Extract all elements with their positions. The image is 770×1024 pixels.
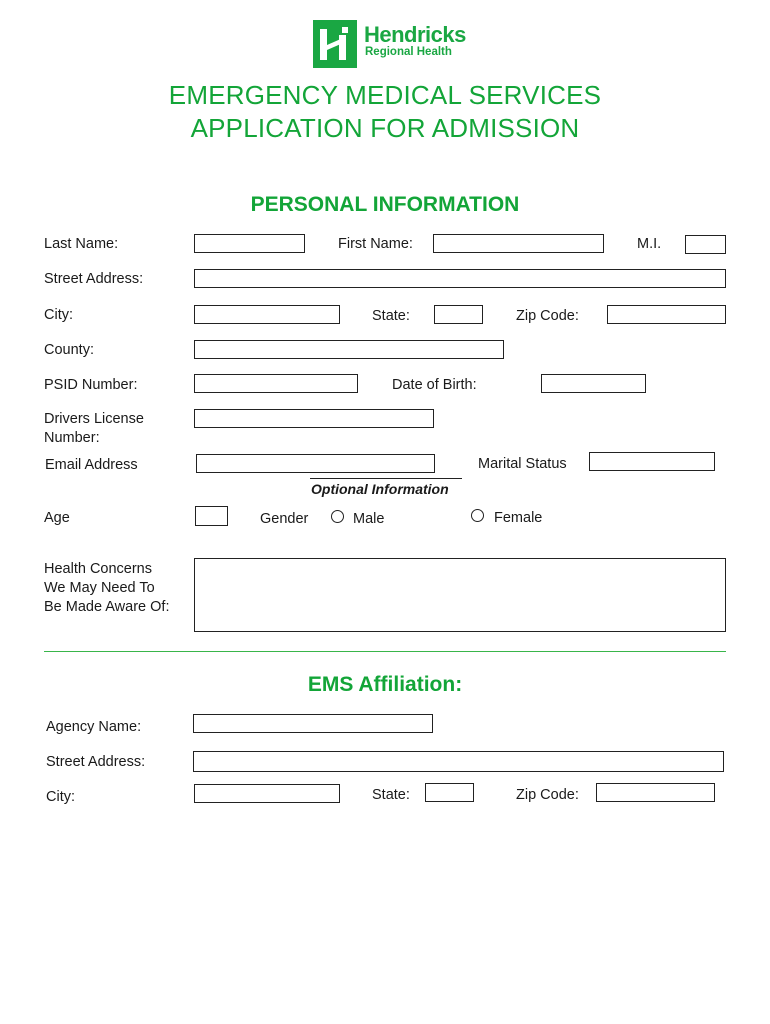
gender-female-radio[interactable] (471, 509, 484, 522)
section-divider (44, 651, 726, 652)
marital-status-label: Marital Status (478, 456, 567, 472)
age-label: Age (44, 510, 70, 526)
agency-name-input[interactable] (193, 714, 433, 733)
male-label: Male (353, 511, 385, 527)
mi-input[interactable] (685, 235, 726, 254)
last-name-label: Last Name: (44, 236, 119, 252)
logo-subtitle: Regional Health (365, 46, 452, 58)
ems-state-label: State: (372, 787, 410, 803)
email-input[interactable] (196, 454, 435, 473)
ems-street-address-input[interactable] (193, 751, 724, 772)
health-concerns-label: Health Concerns We May Need To Be Made Aware Of: (44, 561, 170, 615)
city-label: City: (44, 307, 73, 323)
health-concerns-textarea[interactable] (194, 558, 726, 632)
gender-label: Gender (260, 511, 309, 527)
county-label: County: (44, 342, 94, 358)
ems-affiliation-heading: EMS Affiliation: (307, 673, 463, 696)
zip-label: Zip Code: (516, 308, 579, 324)
psid-input[interactable] (194, 374, 358, 393)
page-title-line2: APPLICATION FOR ADMISSION (190, 113, 580, 143)
state-input[interactable] (434, 305, 483, 324)
marital-status-input[interactable] (589, 452, 715, 471)
psid-label: PSID Number: (44, 377, 138, 393)
gender-male-radio[interactable] (331, 510, 344, 523)
first-name-label: First Name: (338, 236, 413, 252)
ems-state-input[interactable] (425, 783, 474, 802)
ems-city-label: City: (46, 789, 75, 805)
county-input[interactable] (194, 340, 504, 359)
age-input[interactable] (195, 506, 228, 526)
logo-name: Hendricks (364, 22, 466, 47)
page-title-line1: EMERGENCY MEDICAL SERVICES (168, 80, 602, 110)
dob-input[interactable] (541, 374, 646, 393)
personal-info-heading: PERSONAL INFORMATION (250, 193, 520, 216)
street-address-label: Street Address: (44, 271, 144, 287)
dob-label: Date of Birth: (392, 377, 477, 393)
female-label: Female (494, 510, 543, 526)
state-label: State: (372, 308, 410, 324)
ems-street-address-label: Street Address: (46, 754, 146, 770)
agency-name-label: Agency Name: (46, 719, 142, 735)
drivers-license-input[interactable] (194, 409, 434, 428)
ems-zip-input[interactable] (596, 783, 715, 802)
city-input[interactable] (194, 305, 340, 324)
last-name-input[interactable] (194, 234, 305, 253)
optional-information-label: Optional Information (311, 481, 449, 497)
ems-city-input[interactable] (194, 784, 340, 803)
email-label: Email Address (45, 457, 138, 473)
mi-label: M.I. (637, 236, 662, 252)
street-address-input[interactable] (194, 269, 726, 288)
ems-zip-label: Zip Code: (516, 787, 579, 803)
drivers-license-label: Drivers License Number: (44, 411, 144, 446)
optional-divider (310, 478, 462, 479)
hendricks-logo-icon (313, 20, 357, 68)
zip-input[interactable] (607, 305, 726, 324)
first-name-input[interactable] (433, 234, 604, 253)
